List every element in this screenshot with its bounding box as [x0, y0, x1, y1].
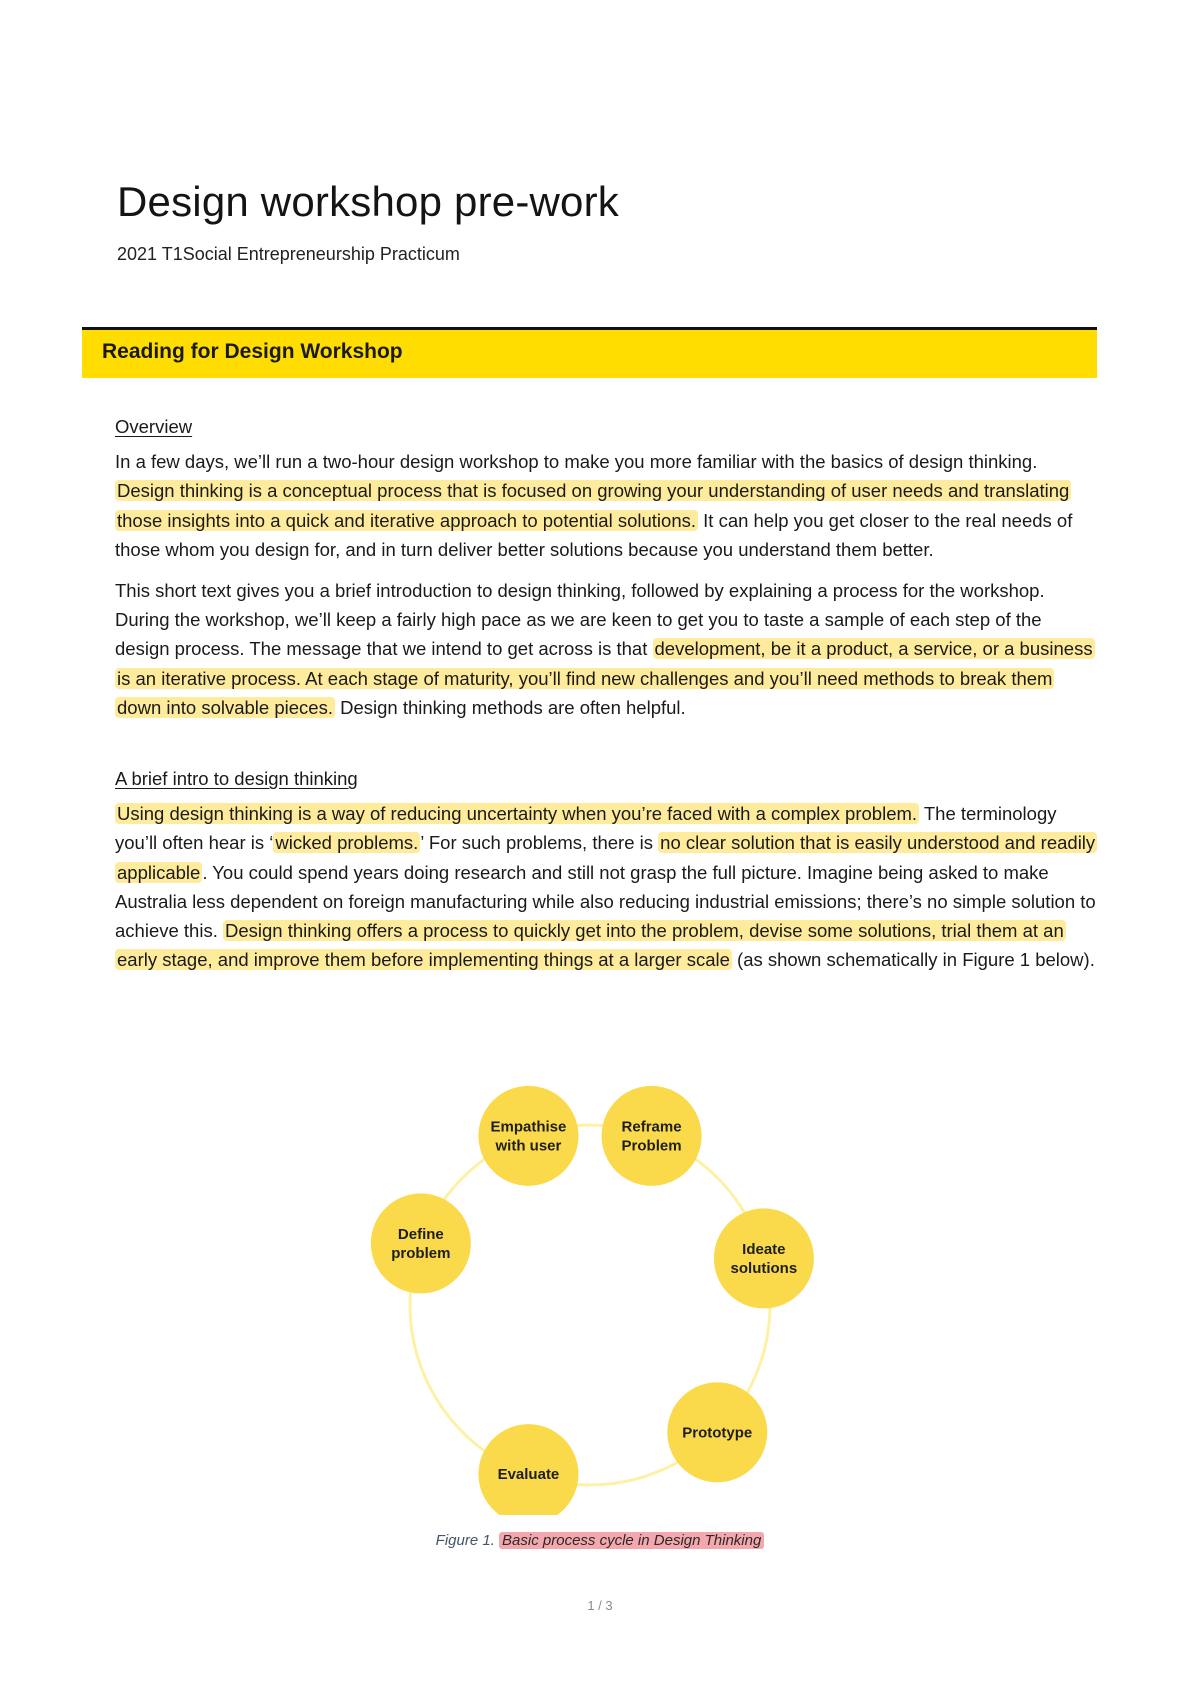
- cycle-diagram: [350, 1085, 830, 1515]
- overview-paragraph-1: [115, 447, 1100, 564]
- cycle-step-label: Prototype: [682, 1424, 753, 1442]
- text-run: . You could spend years doing research and still not grasp the full picture. Imagine being asked to make Australia less dependent on foreign manufacturing while also reducing industrial emissions; there’s no simple solution to achieve this.: [115, 861, 1096, 942]
- cycle-step-label: with user: [495, 1137, 562, 1155]
- figure-caption-text: Basic process cycle in Design Thinking: [499, 1532, 764, 1549]
- text-run: It can help you get closer to the real needs of those whom you design for, and in turn deliver better solutions because you understand them better.: [115, 509, 1073, 560]
- highlighted-text: no clear solution that is easily understood and readily applicable: [117, 832, 1096, 883]
- cycle-step-node: [602, 1086, 702, 1186]
- cycle-step-label: Reframe: [621, 1118, 682, 1136]
- highlighted-text: Design thinking offers a process to quickly get into the problem, devise some solutions, trial them at an early stage, and improve them before implementing things at a larger scale: [117, 920, 1064, 971]
- cycle-step-node: [371, 1193, 471, 1293]
- cycle-step-circle: [478, 1086, 578, 1186]
- highlighted-text: development, be it a product, a service, or a business is an iterative process. At each stage of maturity, you’ll find new challenges and you’ll need methods to break them down into solvable pieces.: [117, 638, 1093, 718]
- text-run: In a few days, we’ll run a two-hour design workshop to make you more familiar with the basics of design thinking.: [115, 451, 1038, 473]
- overview-heading: Overview: [115, 416, 193, 437]
- overview-paragraph-2: [115, 576, 1100, 722]
- cycle-step-node: [478, 1424, 578, 1515]
- text-run: This short text gives you a brief introduction to design thinking, followed by explaining a process for the workshop. During the workshop, we’ll keep a fairly high pace as we are keen to get you to taste a sample of each step of the design process. The message that we intend to get across is that: [115, 580, 1045, 660]
- cycle-step-circle: [602, 1086, 702, 1186]
- section-heading: Reading for Design Workshop: [102, 340, 403, 363]
- document-title: Design workshop pre-work: [117, 178, 619, 225]
- cycle-step-label: Evaluate: [497, 1466, 560, 1484]
- cycle-step-label: Define: [397, 1225, 444, 1243]
- text-run: Design thinking methods are often helpful.: [334, 696, 686, 718]
- intro-heading: A brief intro to design thinking: [115, 768, 358, 790]
- cycle-step-label: problem: [391, 1244, 451, 1262]
- text-run: ’ For such problems, there is: [420, 832, 659, 854]
- cycle-step-node: [667, 1382, 767, 1482]
- highlighted-text: Design thinking is a conceptual process that is focused on growing your understanding of user needs and translating those insights into a quick and iterative approach to potential solutions.: [117, 480, 1070, 531]
- intro-paragraph-1: [115, 799, 1100, 974]
- document-subtitle: 2021 T1Social Entrepreneurship Practicum: [117, 244, 460, 264]
- figure-caption-label: Figure 1.: [435, 1532, 495, 1549]
- text-run: (as shown schematically in Figure 1 below).: [731, 949, 1095, 971]
- section-spacer: [115, 734, 1100, 764]
- section-header-band: [82, 327, 1097, 378]
- figure-caption: [0, 1532, 1200, 1549]
- body-content: [115, 412, 1100, 986]
- cycle-step-node: [714, 1208, 814, 1308]
- cycle-step-circle: [371, 1193, 471, 1293]
- highlighted-text: Using design thinking is a way of reducing uncertainty when you’re faced with a complex problem.: [117, 803, 918, 825]
- cycle-step-label: Empathise: [490, 1118, 567, 1136]
- design-thinking-cycle-figure: [350, 1085, 830, 1515]
- cycle-step-label: solutions: [730, 1259, 798, 1277]
- cycle-step-label: Problem: [621, 1137, 682, 1155]
- highlighted-text: wicked problems.: [275, 832, 419, 854]
- page-number: 1 / 3: [587, 1598, 613, 1613]
- cycle-step-node: [478, 1086, 578, 1186]
- cycle-step-label: Ideate: [742, 1240, 786, 1258]
- cycle-step-circle: [714, 1208, 814, 1308]
- text-run: The terminology you’ll often hear is ‘: [115, 803, 1057, 854]
